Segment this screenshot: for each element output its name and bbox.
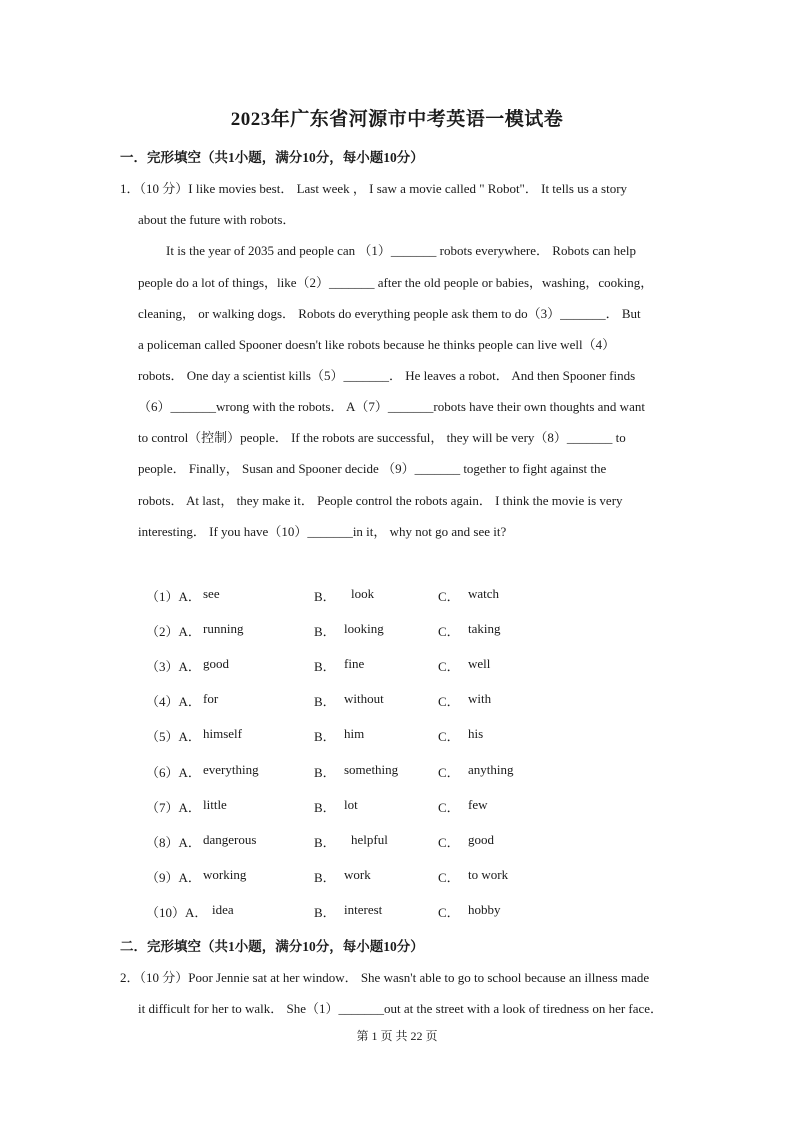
option-b-label: B．: [314, 729, 336, 744]
passage-line: 2．（10 分）Poor Jennie sat at her window． She wasn't able to go to school because an illness made: [120, 970, 650, 985]
option-number: （6）A．: [146, 765, 201, 780]
passage-line: robots． At last， they make it． People control the robots again． I think the movie is very: [138, 493, 623, 508]
option-a: little: [203, 797, 227, 812]
option-row: [146, 867, 666, 887]
option-b-label: B．: [314, 694, 336, 709]
option-number: （8）A．: [146, 835, 201, 850]
option-a: good: [203, 656, 229, 671]
passage-line: people do a lot of things，like（2）_______ after the old people or babies，washing，cooking，: [138, 275, 654, 290]
option-c: with: [468, 691, 492, 706]
option-number: （7）A．: [146, 800, 201, 815]
option-c-label: C．: [438, 624, 460, 639]
option-number: （10）A．: [146, 905, 208, 920]
option-row: [146, 586, 666, 606]
option-a: dangerous: [203, 832, 257, 847]
option-c-label: C．: [438, 835, 460, 850]
option-b-label: B．: [314, 624, 336, 639]
option-b: fine: [344, 656, 365, 671]
page-footer: 第 1 页 共 22 页: [356, 1029, 438, 1043]
option-b: him: [344, 726, 365, 741]
option-c-label: C．: [438, 589, 460, 604]
section-heading-1: 一．完形填空（共1小题，满分10分，每小题10分）: [120, 150, 424, 165]
option-c-label: C．: [438, 905, 460, 920]
option-a: running: [203, 621, 244, 636]
option-number: （1）A．: [146, 589, 201, 604]
passage-line: 1．（10 分）I like movies best． Last week ， I saw a movie called " Robot"． It tells us a story: [120, 181, 628, 196]
option-c: good: [468, 832, 494, 847]
option-a: see: [203, 586, 220, 601]
option-b-label: B．: [314, 659, 336, 674]
option-row: [146, 726, 666, 746]
option-c: to work: [468, 867, 509, 882]
option-a: everything: [203, 762, 259, 777]
option-a: working: [203, 867, 247, 882]
passage-line: people． Finally， Susan and Spooner decide （9）_______ together to fight against the: [138, 461, 607, 476]
option-number: （4）A．: [146, 694, 201, 709]
option-a: idea: [212, 902, 234, 917]
option-b-label: B．: [314, 835, 336, 850]
option-b: helpful: [351, 832, 388, 847]
option-row: [146, 797, 666, 817]
option-c-label: C．: [438, 800, 460, 815]
option-row: [146, 691, 666, 711]
option-b: without: [344, 691, 384, 706]
option-a: for: [203, 691, 219, 706]
option-row: [146, 832, 666, 852]
option-b: looking: [344, 621, 384, 636]
option-b: interest: [344, 902, 383, 917]
option-c: few: [468, 797, 488, 812]
passage-line: It is the year of 2035 and people can （1）_______ robots everywhere． Robots can help: [166, 243, 637, 258]
option-row: [146, 656, 666, 676]
passage-line: about the future with robots．: [138, 212, 296, 227]
option-row: [146, 621, 666, 641]
option-c: anything: [468, 762, 514, 777]
section-heading-2: 二．完形填空（共1小题，满分10分，每小题10分）: [120, 939, 424, 954]
option-row: [146, 762, 666, 782]
option-c-label: C．: [438, 870, 460, 885]
option-c: watch: [468, 586, 500, 601]
passage-line: to control（控制）people． If the robots are successful， they will be very（8）_______ to: [138, 430, 626, 445]
option-number: （9）A．: [146, 870, 201, 885]
passage-line: interesting． If you have（10）_______in it， why not go and see it?: [138, 524, 507, 539]
option-number: （2）A．: [146, 624, 201, 639]
option-c: taking: [468, 621, 501, 636]
option-b: work: [344, 867, 371, 882]
passage-line: a policeman called Spooner doesn't like robots because he thinks people can live well（4）: [138, 337, 616, 352]
option-b-label: B．: [314, 765, 336, 780]
option-b-label: B．: [314, 800, 336, 815]
option-b-label: B．: [314, 905, 336, 920]
option-c: his: [468, 726, 484, 741]
option-b-label: B．: [314, 870, 336, 885]
option-b: look: [351, 586, 375, 601]
option-number: （3）A．: [146, 659, 201, 674]
option-a: himself: [203, 726, 242, 741]
option-row: [146, 902, 666, 922]
option-c-label: C．: [438, 694, 460, 709]
passage-line: cleaning， or walking dogs． Robots do everything people ask them to do（3）_______． But: [138, 306, 641, 321]
option-b: lot: [344, 797, 358, 812]
option-c-label: C．: [438, 765, 460, 780]
option-c-label: C．: [438, 729, 460, 744]
option-b: something: [344, 762, 399, 777]
passage-line: it difficult for her to walk． She（1）_______out at the street with a look of tiredness on her face．: [138, 1001, 664, 1016]
page-title: 2023年广东省河源市中考英语一模试卷: [230, 109, 564, 130]
option-number: （5）A．: [146, 729, 201, 744]
option-c: well: [468, 656, 491, 671]
option-c-label: C．: [438, 659, 460, 674]
option-c: hobby: [468, 902, 501, 917]
passage-line: （6）_______wrong with the robots． A（7）_______robots have their own thoughts and want: [138, 399, 645, 414]
option-b-label: B．: [314, 589, 336, 604]
passage-line: robots． One day a scientist kills（5）_______． He leaves a robot． And then Spooner finds: [138, 368, 636, 383]
